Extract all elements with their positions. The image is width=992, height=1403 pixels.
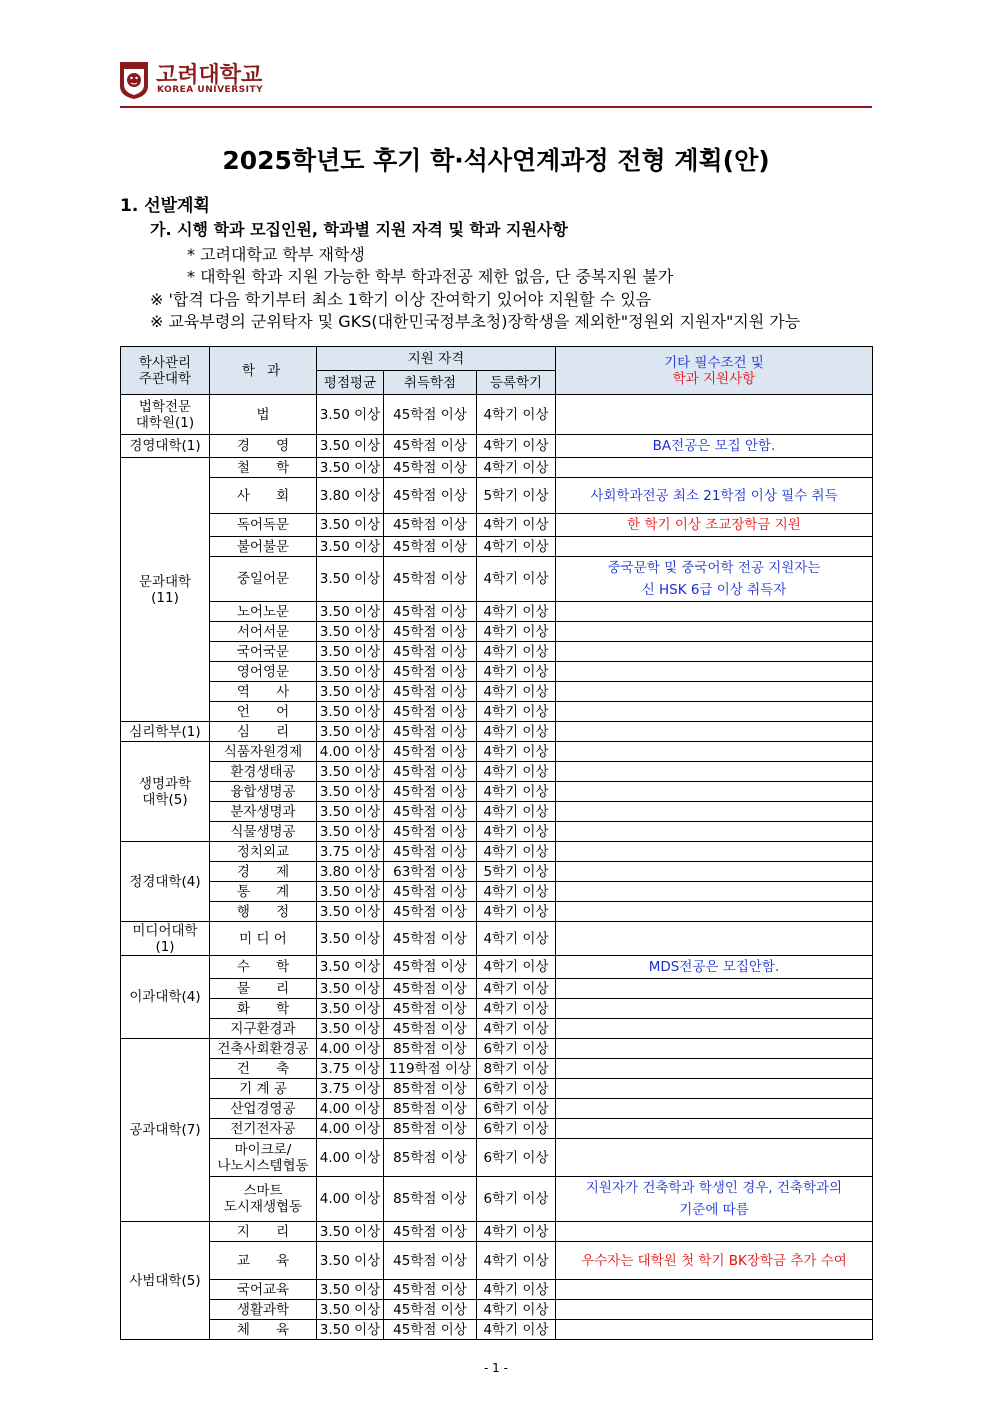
gpa-cell: 3.50 이상 [317, 1280, 384, 1300]
table-row [121, 842, 873, 862]
header-gpa: 평점평균 [317, 371, 384, 395]
selection-plan-table [120, 346, 873, 1340]
table-row [121, 622, 873, 642]
note-cell [556, 922, 873, 956]
table-row [121, 702, 873, 722]
gpa-cell: 3.50 이상 [317, 602, 384, 622]
gpa-cell: 3.50 이상 [317, 1019, 384, 1039]
bullet-note: * 대학원 학과 지원 가능한 학부 학과전공 제한 없음, 단 중복지원 불가 [187, 267, 674, 286]
credits-cell: 45학점 이상 [384, 1300, 477, 1320]
credits-cell: 45학점 이상 [384, 802, 477, 822]
document-title: 2025학년도 후기 학·석사연계과정 전형 계획(안) [222, 146, 770, 175]
bullet-note: * 고려대학교 학부 재학생 [187, 245, 365, 264]
semesters-cell: 4학기 이상 [477, 1320, 556, 1340]
credits-cell: 45학점 이상 [384, 557, 477, 602]
dept-cell: 교 육 [210, 1242, 317, 1280]
credits-cell: 45학점 이상 [384, 514, 477, 537]
dept-cell: 화 학 [210, 999, 317, 1019]
credits-cell: 85학점 이상 [384, 1039, 477, 1059]
credits-cell: 45학점 이상 [384, 682, 477, 702]
gpa-cell: 3.50 이상 [317, 999, 384, 1019]
gpa-cell: 3.50 이상 [317, 902, 384, 922]
dept-cell: 지구환경과 [210, 1019, 317, 1039]
dept-cell: 건 축 [210, 1059, 317, 1079]
note-cell: 중국문학 및 중국어학 전공 지원자는 신 HSK 6급 이상 취득자 [556, 557, 873, 602]
credits-cell: 45학점 이상 [384, 742, 477, 762]
dept-cell: 수 학 [210, 956, 317, 979]
note-cell [556, 1039, 873, 1059]
credits-cell: 45학점 이상 [384, 722, 477, 742]
credits-cell: 45학점 이상 [384, 478, 477, 514]
semesters-cell: 4학기 이상 [477, 682, 556, 702]
credits-cell: 45학점 이상 [384, 662, 477, 682]
dept-cell: 경 영 [210, 435, 317, 458]
gpa-cell: 4.00 이상 [317, 1177, 384, 1222]
gpa-cell: 3.50 이상 [317, 882, 384, 902]
note-cell [556, 682, 873, 702]
credits-cell: 45학점 이상 [384, 922, 477, 956]
note-cell [556, 1059, 873, 1079]
note-cell [556, 1099, 873, 1119]
semesters-cell: 4학기 이상 [477, 622, 556, 642]
note-cell [556, 537, 873, 557]
semesters-cell: 4학기 이상 [477, 882, 556, 902]
table-row [121, 514, 873, 537]
credits-cell: 45학점 이상 [384, 458, 477, 478]
note-cell [556, 622, 873, 642]
university-seal-icon [118, 60, 150, 100]
credits-cell: 45학점 이상 [384, 1280, 477, 1300]
credits-cell: 45학점 이상 [384, 642, 477, 662]
gpa-cell: 3.50 이상 [317, 557, 384, 602]
note-cell [556, 722, 873, 742]
dept-cell: 전기전자공 [210, 1119, 317, 1139]
header-qualification: 지원 자격 [317, 347, 556, 371]
note-cell [556, 642, 873, 662]
college-cell: 문과대학 (11) [121, 458, 210, 722]
semesters-cell: 4학기 이상 [477, 702, 556, 722]
semesters-cell: 4학기 이상 [477, 922, 556, 956]
semesters-cell: 6학기 이상 [477, 1079, 556, 1099]
gpa-cell: 3.75 이상 [317, 1079, 384, 1099]
semesters-cell: 5학기 이상 [477, 478, 556, 514]
semesters-cell: 8학기 이상 [477, 1059, 556, 1079]
note-cell [556, 1300, 873, 1320]
note-cell: BA전공은 모집 안함. [556, 435, 873, 458]
note-cell [556, 1119, 873, 1139]
table-row [121, 742, 873, 762]
credits-cell: 45학점 이상 [384, 435, 477, 458]
dept-cell: 물 리 [210, 979, 317, 999]
table-row [121, 557, 873, 602]
table-header [121, 347, 873, 395]
dept-cell: 행 정 [210, 902, 317, 922]
note-cell: 우수자는 대학원 첫 학기 BK장학금 추가 수여 [556, 1242, 873, 1280]
table-row [121, 682, 873, 702]
dept-cell: 노어노문 [210, 602, 317, 622]
gpa-cell: 3.75 이상 [317, 842, 384, 862]
table-row [121, 537, 873, 557]
credits-cell: 45학점 이상 [384, 902, 477, 922]
table-row [121, 642, 873, 662]
table-row [121, 1119, 873, 1139]
gpa-cell: 3.50 이상 [317, 458, 384, 478]
semesters-cell: 4학기 이상 [477, 956, 556, 979]
table-row [121, 662, 873, 682]
semesters-cell: 4학기 이상 [477, 458, 556, 478]
header-credits: 취득학점 [384, 371, 477, 395]
table-row [121, 435, 873, 458]
credits-cell: 45학점 이상 [384, 1222, 477, 1242]
gpa-cell: 4.00 이상 [317, 1099, 384, 1119]
credits-cell: 45학점 이상 [384, 842, 477, 862]
dept-cell: 서어서문 [210, 622, 317, 642]
gpa-cell: 3.50 이상 [317, 514, 384, 537]
gpa-cell: 3.50 이상 [317, 922, 384, 956]
credits-cell: 45학점 이상 [384, 1242, 477, 1280]
gpa-cell: 3.50 이상 [317, 762, 384, 782]
credits-cell: 45학점 이상 [384, 1320, 477, 1340]
note-cell [556, 1222, 873, 1242]
note-cell [556, 458, 873, 478]
note-cell [556, 742, 873, 762]
semesters-cell: 4학기 이상 [477, 902, 556, 922]
credits-cell: 45학점 이상 [384, 602, 477, 622]
table-row [121, 1079, 873, 1099]
gpa-cell: 3.50 이상 [317, 1222, 384, 1242]
dept-cell: 영어영문 [210, 662, 317, 682]
table-body [121, 395, 873, 1340]
gpa-cell: 3.50 이상 [317, 1320, 384, 1340]
gpa-cell: 3.50 이상 [317, 702, 384, 722]
dept-cell: 식물생명공 [210, 822, 317, 842]
dept-cell: 정치외교 [210, 842, 317, 862]
header-notes: 기타 필수조건 및 학과 지원사항 [556, 347, 873, 395]
gpa-cell: 3.50 이상 [317, 782, 384, 802]
dept-cell: 독어독문 [210, 514, 317, 537]
gpa-cell: 3.50 이상 [317, 682, 384, 702]
semesters-cell: 4학기 이상 [477, 999, 556, 1019]
note-cell [556, 862, 873, 882]
dept-cell: 국어국문 [210, 642, 317, 662]
dept-cell: 환경생태공 [210, 762, 317, 782]
semesters-cell: 6학기 이상 [477, 1177, 556, 1222]
semesters-cell: 4학기 이상 [477, 782, 556, 802]
college-cell: 경영대학(1) [121, 435, 210, 458]
semesters-cell: 4학기 이상 [477, 514, 556, 537]
credits-cell: 85학점 이상 [384, 1177, 477, 1222]
bullet-note: ※ '합격 다음 학기부터 최소 1학기 이상 잔여학기 있어야 지원할 수 있음 [150, 290, 652, 309]
credits-cell: 45학점 이상 [384, 822, 477, 842]
table-row [121, 922, 873, 956]
table-row [121, 882, 873, 902]
semesters-cell: 6학기 이상 [477, 1139, 556, 1177]
credits-cell: 85학점 이상 [384, 1079, 477, 1099]
note-cell [556, 802, 873, 822]
credits-cell: 45학점 이상 [384, 999, 477, 1019]
gpa-cell: 3.50 이상 [317, 1242, 384, 1280]
gpa-cell: 3.50 이상 [317, 802, 384, 822]
college-cell: 이과대학(4) [121, 956, 210, 1039]
university-logo [118, 60, 278, 102]
logo-name-korean: 고려대학교 [156, 63, 263, 88]
semesters-cell: 4학기 이상 [477, 642, 556, 662]
gpa-cell: 3.80 이상 [317, 478, 384, 514]
semesters-cell: 4학기 이상 [477, 1242, 556, 1280]
semesters-cell: 4학기 이상 [477, 1019, 556, 1039]
gpa-cell: 3.50 이상 [317, 395, 384, 435]
gpa-cell: 3.50 이상 [317, 435, 384, 458]
dept-cell: 중일어문 [210, 557, 317, 602]
dept-cell: 분자생명과 [210, 802, 317, 822]
gpa-cell: 4.00 이상 [317, 1039, 384, 1059]
note-cell [556, 602, 873, 622]
credits-cell: 45학점 이상 [384, 702, 477, 722]
semesters-cell: 4학기 이상 [477, 1222, 556, 1242]
college-cell: 법학전문 대학원(1) [121, 395, 210, 435]
semesters-cell: 4학기 이상 [477, 602, 556, 622]
table-row [121, 722, 873, 742]
gpa-cell: 3.80 이상 [317, 862, 384, 882]
table-row [121, 1039, 873, 1059]
table-row [121, 979, 873, 999]
logo-name-english: KOREA UNIVERSITY [157, 85, 264, 95]
table-row [121, 956, 873, 979]
gpa-cell: 4.00 이상 [317, 742, 384, 762]
table-row [121, 862, 873, 882]
note-cell [556, 979, 873, 999]
note-cell [556, 1280, 873, 1300]
table-row [121, 902, 873, 922]
note-cell [556, 782, 873, 802]
header-dept: 학 과 [210, 347, 317, 395]
credits-cell: 45학점 이상 [384, 782, 477, 802]
gpa-cell: 4.00 이상 [317, 1119, 384, 1139]
semesters-cell: 6학기 이상 [477, 1099, 556, 1119]
credits-cell: 45학점 이상 [384, 1019, 477, 1039]
table-row [121, 602, 873, 622]
header-semesters: 등록학기 [477, 371, 556, 395]
table-row [121, 458, 873, 478]
semesters-cell: 4학기 이상 [477, 1300, 556, 1320]
table-row [121, 1222, 873, 1242]
gpa-cell: 3.50 이상 [317, 642, 384, 662]
gpa-cell: 3.75 이상 [317, 1059, 384, 1079]
dept-cell: 경 제 [210, 862, 317, 882]
table-row [121, 1019, 873, 1039]
semesters-cell: 4학기 이상 [477, 395, 556, 435]
note-cell [556, 822, 873, 842]
semesters-cell: 4학기 이상 [477, 1280, 556, 1300]
note-cell [556, 902, 873, 922]
gpa-cell: 3.50 이상 [317, 662, 384, 682]
table-row [121, 1280, 873, 1300]
gpa-cell: 3.50 이상 [317, 979, 384, 999]
table-row [121, 1139, 873, 1177]
note-cell: 사회학과전공 최소 21학점 이상 필수 취득 [556, 478, 873, 514]
note-cell: 지원자가 건축학과 학생인 경우, 건축학과의 기준에 따름 [556, 1177, 873, 1222]
dept-cell: 지 리 [210, 1222, 317, 1242]
table-row [121, 395, 873, 435]
dept-cell: 식품자원경제 [210, 742, 317, 762]
gpa-cell: 3.50 이상 [317, 1300, 384, 1320]
credits-cell: 45학점 이상 [384, 395, 477, 435]
bullet-note: ※ 교육부령의 군위탁자 및 GKS(대한민국정부초청)장학생을 제외한"정원외 지원자"지원 가능 [150, 312, 801, 331]
dept-cell: 통 계 [210, 882, 317, 902]
semesters-cell: 4학기 이상 [477, 802, 556, 822]
dept-cell: 체 육 [210, 1320, 317, 1340]
college-cell: 공과대학(7) [121, 1039, 210, 1222]
note-cell [556, 762, 873, 782]
gpa-cell: 3.50 이상 [317, 822, 384, 842]
semesters-cell: 4학기 이상 [477, 822, 556, 842]
table-row [121, 478, 873, 514]
subsection-heading: 가. 시행 학과 모집인원, 학과별 지원 자격 및 학과 지원사항 [150, 220, 568, 239]
college-cell: 미디어대학 (1) [121, 922, 210, 956]
gpa-cell: 3.50 이상 [317, 722, 384, 742]
semesters-cell: 4학기 이상 [477, 537, 556, 557]
credits-cell: 85학점 이상 [384, 1139, 477, 1177]
semesters-cell: 4학기 이상 [477, 722, 556, 742]
credits-cell: 63학점 이상 [384, 862, 477, 882]
credits-cell: 45학점 이상 [384, 622, 477, 642]
dept-cell: 불어불문 [210, 537, 317, 557]
college-cell: 사범대학(5) [121, 1222, 210, 1340]
credits-cell: 45학점 이상 [384, 956, 477, 979]
credits-cell: 45학점 이상 [384, 537, 477, 557]
credits-cell: 45학점 이상 [384, 979, 477, 999]
table-row [121, 1300, 873, 1320]
semesters-cell: 4학기 이상 [477, 842, 556, 862]
dept-cell: 기 계 공 [210, 1079, 317, 1099]
table-row [121, 1242, 873, 1280]
table-row [121, 782, 873, 802]
table-row [121, 1059, 873, 1079]
dept-cell: 심 리 [210, 722, 317, 742]
semesters-cell: 4학기 이상 [477, 435, 556, 458]
dept-cell: 건축사회환경공 [210, 1039, 317, 1059]
dept-cell: 생활과학 [210, 1300, 317, 1320]
note-cell [556, 1079, 873, 1099]
note-cell [556, 1139, 873, 1177]
dept-cell: 스마트 도시재생협동 [210, 1177, 317, 1222]
gpa-cell: 3.50 이상 [317, 622, 384, 642]
credits-cell: 85학점 이상 [384, 1099, 477, 1119]
dept-cell: 법 [210, 395, 317, 435]
college-cell: 생명과학 대학(5) [121, 742, 210, 842]
note-cell: MDS전공은 모집안함. [556, 956, 873, 979]
dept-cell: 산업경영공 [210, 1099, 317, 1119]
college-cell: 정경대학(4) [121, 842, 210, 922]
note-cell [556, 662, 873, 682]
note-cell: 한 학기 이상 조교장학금 지원 [556, 514, 873, 537]
dept-cell: 마이크로/ 나노시스템협동 [210, 1139, 317, 1177]
table-row [121, 1320, 873, 1340]
table-row [121, 802, 873, 822]
gpa-cell: 3.50 이상 [317, 537, 384, 557]
dept-cell: 미 디 어 [210, 922, 317, 956]
table-row [121, 822, 873, 842]
note-cell [556, 702, 873, 722]
semesters-cell: 4학기 이상 [477, 557, 556, 602]
header-college: 학사관리 주관대학 [121, 347, 210, 395]
credits-cell: 45학점 이상 [384, 882, 477, 902]
table-row [121, 999, 873, 1019]
credits-cell: 45학점 이상 [384, 762, 477, 782]
dept-cell: 사 회 [210, 478, 317, 514]
gpa-cell: 4.00 이상 [317, 1139, 384, 1177]
semesters-cell: 6학기 이상 [477, 1119, 556, 1139]
page-number: - 1 - [484, 1361, 508, 1375]
dept-cell: 융합생명공 [210, 782, 317, 802]
semesters-cell: 4학기 이상 [477, 762, 556, 782]
semesters-cell: 6학기 이상 [477, 1039, 556, 1059]
note-cell [556, 882, 873, 902]
semesters-cell: 4학기 이상 [477, 979, 556, 999]
note-cell [556, 842, 873, 862]
dept-cell: 철 학 [210, 458, 317, 478]
semesters-cell: 4학기 이상 [477, 662, 556, 682]
note-cell [556, 1019, 873, 1039]
header-rule [120, 106, 872, 108]
table-row [121, 1099, 873, 1119]
semesters-cell: 4학기 이상 [477, 742, 556, 762]
note-cell [556, 1320, 873, 1340]
college-cell: 심리학부(1) [121, 722, 210, 742]
credits-cell: 85학점 이상 [384, 1119, 477, 1139]
semesters-cell: 5학기 이상 [477, 862, 556, 882]
credits-cell: 119학점 이상 [384, 1059, 477, 1079]
section-heading: 1. 선발계획 [120, 196, 210, 216]
table-row [121, 1177, 873, 1222]
dept-cell: 언 어 [210, 702, 317, 722]
gpa-cell: 3.50 이상 [317, 956, 384, 979]
dept-cell: 역 사 [210, 682, 317, 702]
table-row [121, 762, 873, 782]
note-cell [556, 395, 873, 435]
dept-cell: 국어교육 [210, 1280, 317, 1300]
note-cell [556, 999, 873, 1019]
